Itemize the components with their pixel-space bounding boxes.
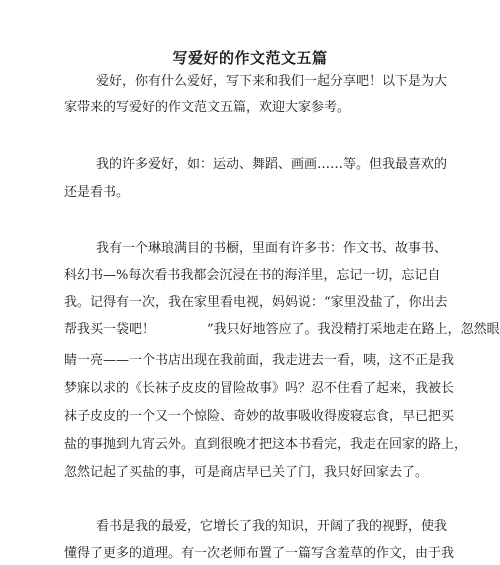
paragraph2-line-7: 袜子皮皮的一个又一个惊险、奇妙的故事吸收得废寝忘食，早已把买 [64, 409, 455, 424]
paragraph2-line-5: 睛一亮——一个书店出现在我前面，我走进去一看，咦，这不正是我 [64, 353, 455, 368]
paragraph2-line-2: 科幻书—%每次看书我都会沉浸在书的海洋里，忘记一切，忘记自 [64, 268, 441, 283]
document-title: 写爱好的作文范文五篇 [172, 49, 328, 67]
intro-line-1: 爱好，你有什么爱好，写下来和我们一起分享吧！以下是为大 [96, 74, 448, 89]
paragraph1-line-2: 还是看书。 [64, 185, 130, 200]
paragraph2-line-9: 忽然记起了买盐的事，可是商店早已关了门，我只好回家去了。 [64, 465, 429, 480]
paragraph2-line-6: 梦寐以求的《长袜子皮皮的冒险故事》吗？忍不住看了起来，我被长 [64, 381, 455, 396]
paragraph3-line-2: 懂得了更多的道理。有一次老师布置了一篇写含羞草的作文，由于我 [64, 546, 455, 561]
paragraph2-line-3: 我。记得有一次，我在家里看电视，妈妈说：“家里没盐了，你出去 [64, 295, 448, 310]
paragraph1-line-1: 我的许多爱好，如：运动、舞蹈、画画……等。但我最喜欢的 [96, 157, 448, 172]
paragraph2-line-8: 盐的事抛到九宵云外。直到很晚才把这本书看完，我走在回家的路上， [64, 437, 468, 452]
paragraph3-line-1: 看书是我的最爱，它增长了我的知识，开阔了我的视野，使我 [96, 519, 448, 534]
paragraph2-line-4: 帮我买一袋吧！ ”我只好地答应了。我没精打采地走在路上，忽然眼 [64, 322, 500, 337]
paragraph2-line-1: 我有一个琳琅满目的书橱，里面有许多书：作文书、故事书、 [96, 241, 448, 256]
intro-line-2: 家带来的写爱好的作文范文五篇，欢迎大家参考。 [64, 100, 351, 115]
